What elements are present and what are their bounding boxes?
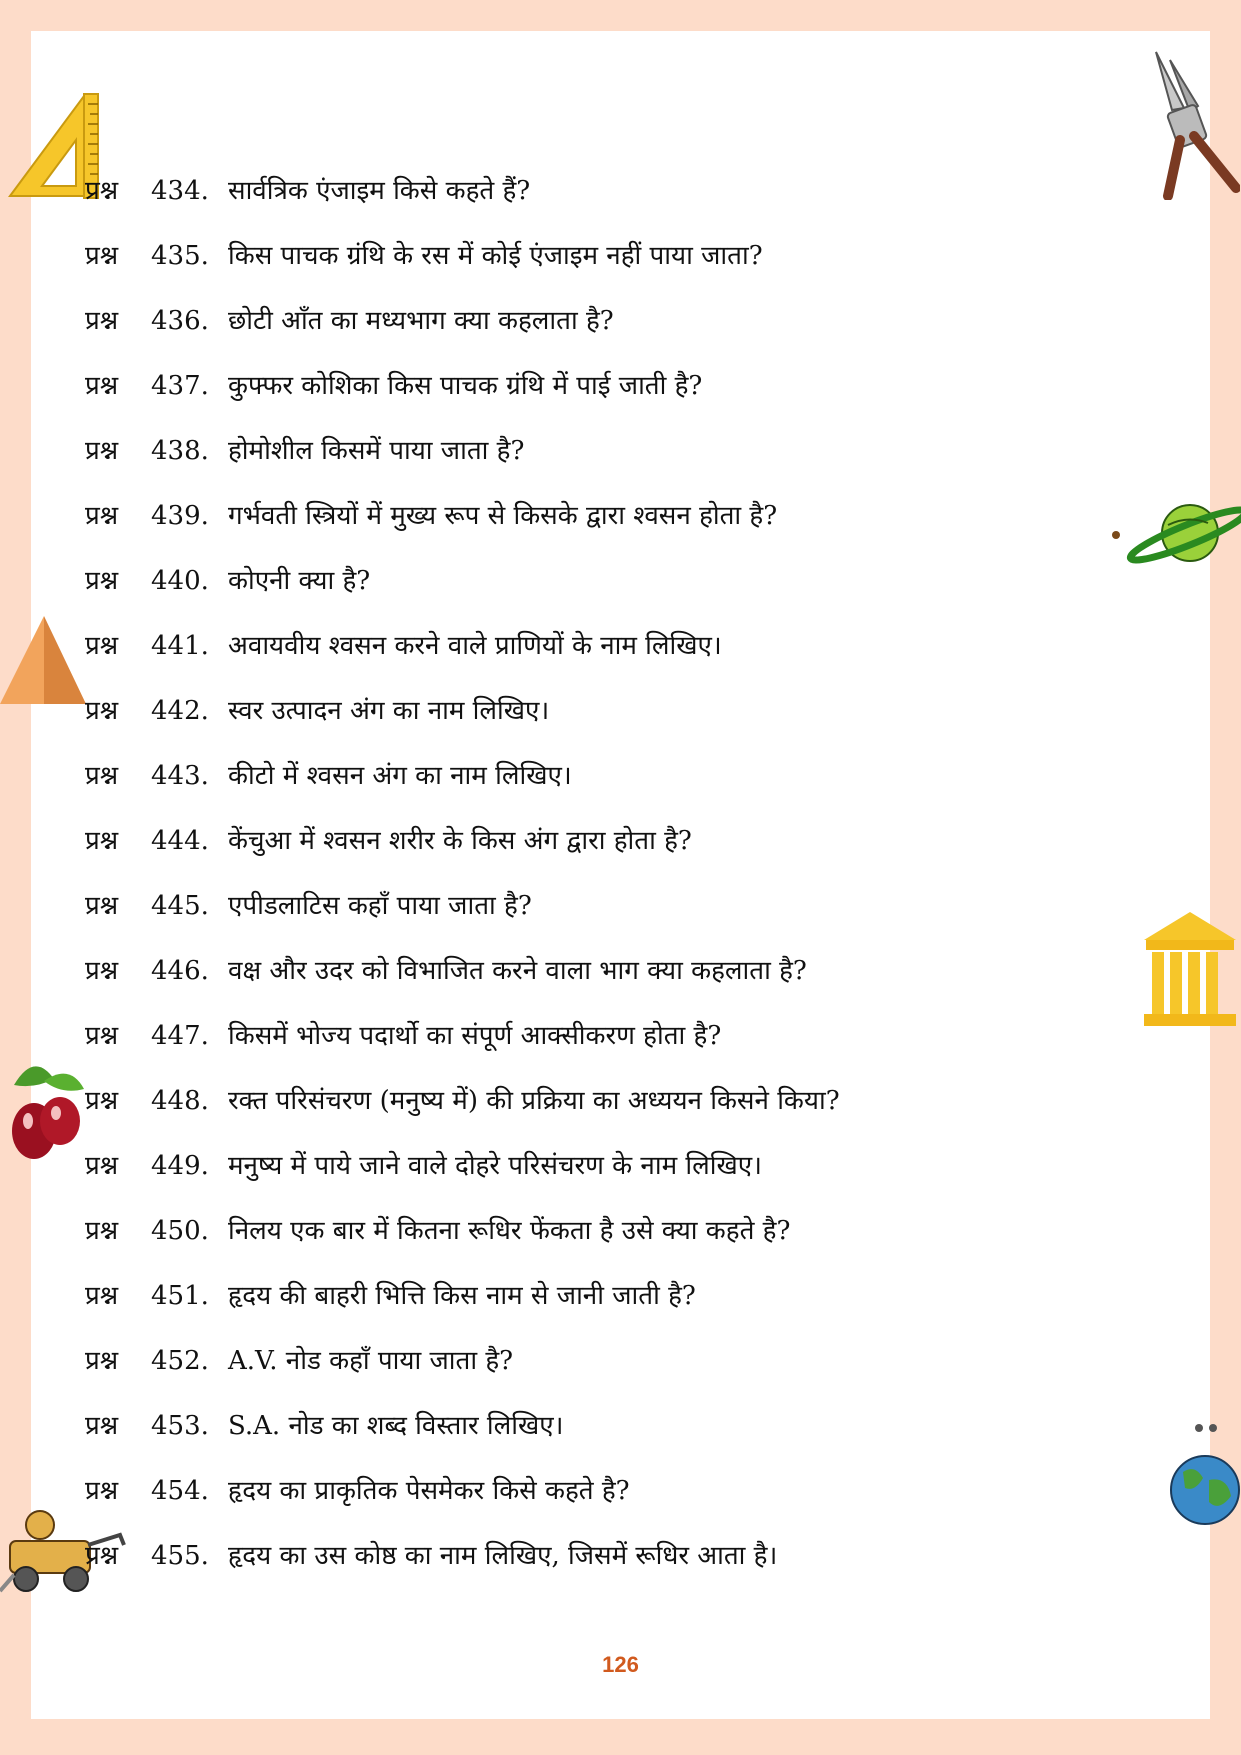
question-number: 442. [151,696,209,726]
question-text: केंचुआ में श्वसन शरीर के किस अंग द्वारा होता है? [228,826,692,856]
question-text: मनुष्य में पाये जाने वाले दोहरे परिसंचरण के नाम लिखिए। [228,1151,762,1181]
question-text: सार्वत्रिक एंजाइम किसे कहते हैं? [228,176,531,206]
question-number: 435. [151,241,209,271]
question-label: प्रश्न [85,176,119,206]
question-label: प्रश्न [85,1476,119,1506]
question-label: प्रश्न [85,1151,119,1181]
question-text: गर्भवती स्त्रियों में मुख्य रूप से किसके द्वारा श्वसन होता है? [228,501,778,531]
question-number: 451. [151,1281,209,1311]
saturn-planet-icon [1108,495,1241,570]
question-label: प्रश्न [85,371,119,401]
page-sheet [31,31,1210,1719]
question-text: S.A. नोड का शब्द विस्तार लिखिए। [228,1411,564,1441]
question-number: 449. [151,1151,209,1181]
earth-globe-icon [1165,1420,1241,1530]
question-label: प्रश्न [85,1346,119,1376]
question-text: A.V. नोड कहाँ पाया जाता है? [228,1346,514,1376]
question-label: प्रश्न [85,501,119,531]
question-text: अवायवीय श्वसन करने वाले प्राणियों के नाम लिखिए। [228,631,722,661]
question-label: प्रश्न [85,306,119,336]
question-label: प्रश्न [85,696,119,726]
question-text: हृदय का उस कोष्ठ का नाम लिखिए, जिसमें रूधिर आता है। [228,1541,778,1571]
question-text: स्वर उत्पादन अंग का नाम लिखिए। [228,696,550,726]
question-number: 447. [151,1021,209,1051]
question-text: निलय एक बार में कितना रूधिर फेंकता है उसे क्या कहते है? [228,1216,791,1246]
question-text: किस पाचक ग्रंथि के रस में कोई एंजाइम नहीं पाया जाता? [228,241,763,271]
question-number: 440. [151,566,209,596]
question-number: 434. [151,176,209,206]
question-text: हृदय का प्राकृतिक पेसमेकर किसे कहते है? [228,1476,630,1506]
question-text: हृदय की बाहरी भित्ति किस नाम से जानी जाती है? [228,1281,696,1311]
question-number: 437. [151,371,209,401]
question-label: प्रश्न [85,956,119,986]
pliers-icon [1150,50,1240,200]
question-label: प्रश्न [85,1021,119,1051]
question-label: प्रश्न [85,1281,119,1311]
question-label: प्रश्न [85,1086,119,1116]
question-label: प्रश्न [85,1216,119,1246]
temple-pillar-icon [1140,910,1240,1030]
question-number: 452. [151,1346,209,1376]
page-number: 126 [602,1652,639,1677]
question-number: 439. [151,501,209,531]
question-number: 453. [151,1411,209,1441]
question-label: प्रश्न [85,826,119,856]
question-label: प्रश्न [85,761,119,791]
question-text: एपीडलाटिस कहाँ पाया जाता है? [228,891,532,921]
question-number: 448. [151,1086,209,1116]
question-text: किसमें भोज्य पदार्थो का संपूर्ण आक्सीकरण होता है? [228,1021,722,1051]
question-number: 454. [151,1476,209,1506]
question-number: 444. [151,826,209,856]
question-label: प्रश्न [85,891,119,921]
question-number: 450. [151,1216,209,1246]
question-label: प्रश्न [85,566,119,596]
question-number: 441. [151,631,209,661]
question-label: प्रश्न [85,631,119,661]
question-text: वक्ष और उदर को विभाजित करने वाला भाग क्या कहलाता है? [228,956,807,986]
question-text: छोटी आँत का मध्यभाग क्या कहलाता है? [228,306,614,336]
question-number: 443. [151,761,209,791]
question-text: होमोशील किसमें पाया जाता है? [228,436,525,466]
question-label: प्रश्न [85,1541,119,1571]
question-number: 436. [151,306,209,336]
question-number: 455. [151,1541,209,1571]
question-number: 445. [151,891,209,921]
beans-leaves-icon [4,1055,88,1165]
question-label: प्रश्न [85,1411,119,1441]
question-label: प्रश्न [85,436,119,466]
question-number: 446. [151,956,209,986]
question-text: कोएनी क्या है? [228,566,371,596]
question-number: 438. [151,436,209,466]
question-text: रक्त परिसंचरण (मनुष्य में) की प्रक्रिया का अध्ययन किसने किया? [228,1086,840,1116]
pyramid-icon [0,614,88,706]
question-text: कुफ्फर कोशिका किस पाचक ग्रंथि में पाई जाती है? [228,371,703,401]
question-label: प्रश्न [85,241,119,271]
question-text: कीटो में श्वसन अंग का नाम लिखिए। [228,761,572,791]
